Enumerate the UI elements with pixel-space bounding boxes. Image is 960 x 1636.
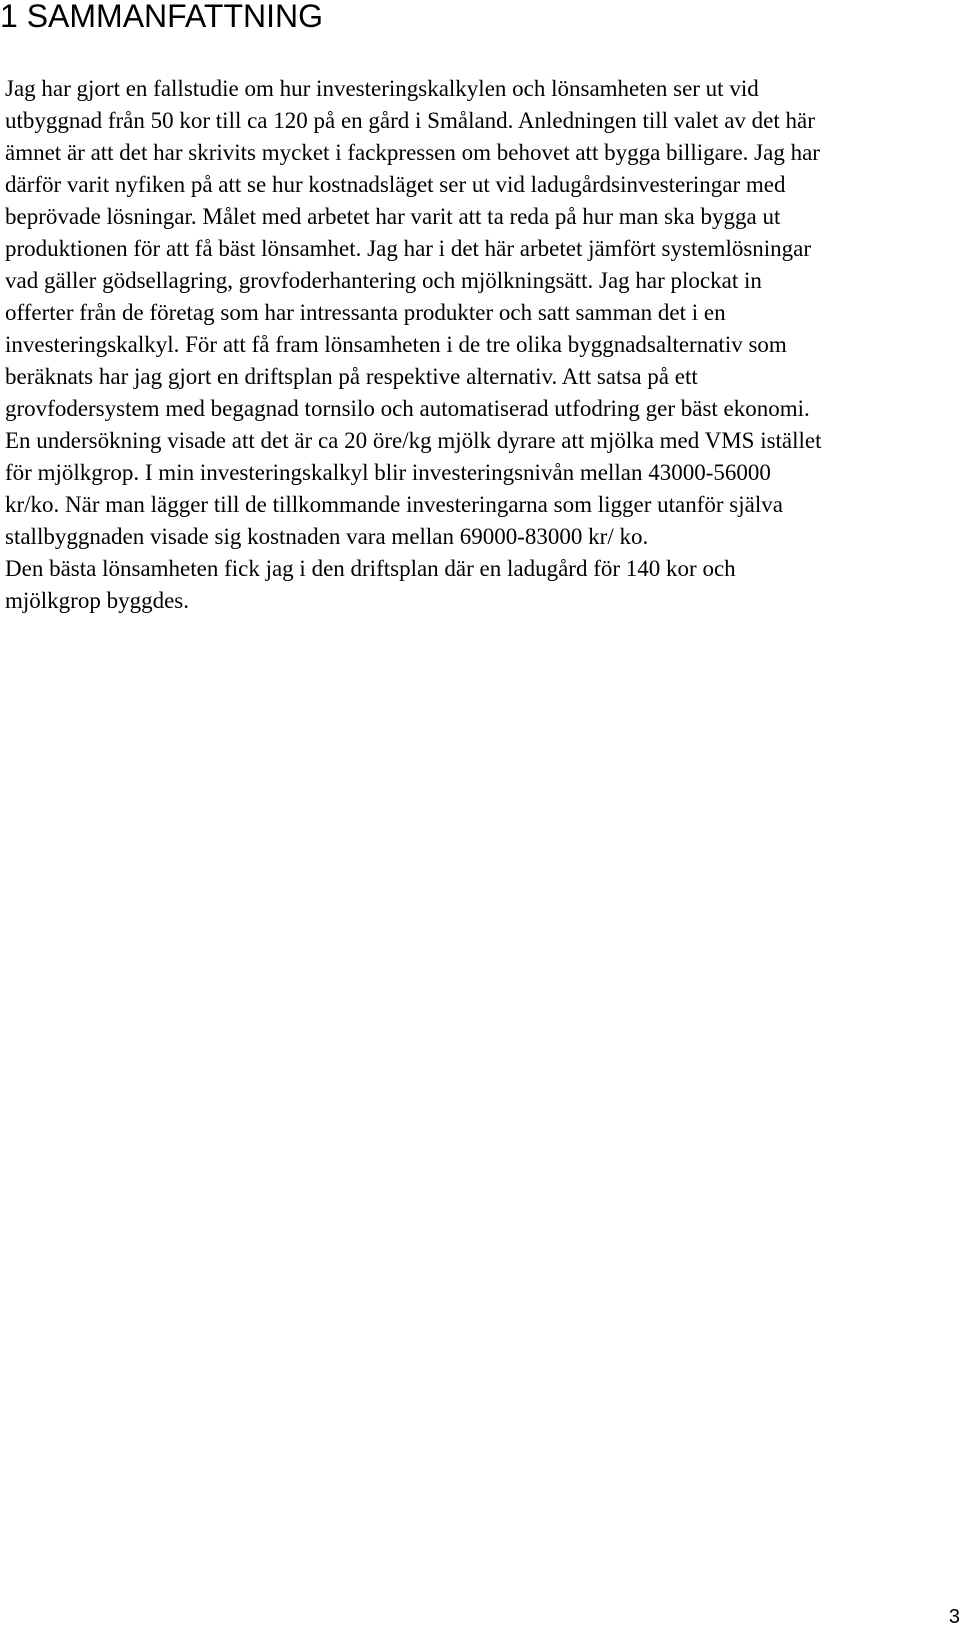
summary-line: vad gäller gödsellagring, grovfoderhantering och mjölkningsätt. Jag har plockat in	[5, 268, 762, 293]
summary-line: kr/ko. När man lägger till de tillkommande investeringarna som ligger utanför själva	[5, 492, 783, 517]
summary-line: grovfodersystem med begagnad tornsilo och automatiserad utfodring ger bäst ekonomi.	[5, 396, 810, 421]
summary-line: En undersökning visade att det är ca 20 öre/kg mjölk dyrare att mjölka med VMS istället	[5, 428, 822, 453]
summary-line: beräknats har jag gjort en driftsplan på respektive alternativ. Att satsa på ett	[5, 364, 698, 389]
summary-line: för mjölkgrop. I min investeringskalkyl blir investeringsnivån mellan 43000-56000	[5, 460, 771, 485]
summary-line: stallbyggnaden visade sig kostnaden vara mellan 69000-83000 kr/ ko.	[5, 524, 649, 549]
summary-line: ämnet är att det har skrivits mycket i fackpressen om behovet att bygga billigare. Jag har	[5, 140, 820, 165]
summary-line: mjölkgrop byggdes.	[5, 588, 189, 613]
section-heading: 1 SAMMANFATTNING	[0, 0, 323, 34]
summary-line: beprövade lösningar. Målet med arbetet har varit att ta reda på hur man ska bygga ut	[5, 204, 781, 229]
summary-line: Den bästa lönsamheten fick jag i den driftsplan där en ladugård för 140 kor och	[5, 556, 736, 581]
summary-line: offerter från de företag som har intressanta produkter och satt samman det i en	[5, 300, 726, 325]
summary-line: investeringskalkyl. För att få fram lönsamheten i de tre olika byggnadsalternativ som	[5, 332, 787, 357]
page-number: 3	[948, 1606, 960, 1628]
summary-line: produktionen för att få bäst lönsamhet. Jag har i det här arbetet jämfört systemlösningar	[5, 236, 812, 261]
summary-line: utbyggnad från 50 kor till ca 120 på en gård i Småland. Anledningen till valet av det här	[5, 108, 815, 133]
summary-line: därför varit nyfiken på att se hur kostnadsläget ser ut vid ladugårdsinvesteringar med	[5, 172, 786, 197]
summary-line: Jag har gjort en fallstudie om hur investeringskalkylen och lönsamheten ser ut vid	[5, 76, 759, 101]
summary-paragraph	[5, 73, 822, 617]
